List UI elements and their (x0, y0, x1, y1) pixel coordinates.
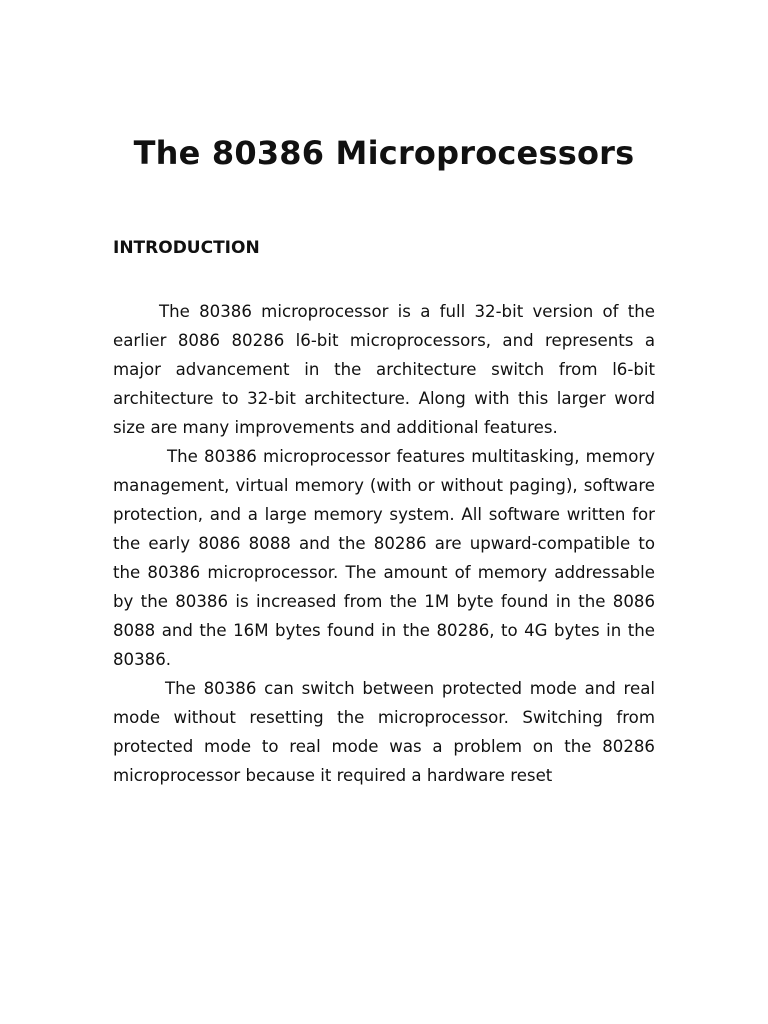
body-text (113, 297, 655, 790)
paragraph-2: The 80386 microprocessor features multitasking, memory management, virtual memory (with or without paging), software protection, and a large memory system. All software written for the early 8086 8088 and the 80286 are upward-compatible to the 80386 microprocessor. The amount of memory addressable by the 80386 is increased from the 1M byte found in the 8086 8088 and the 16M bytes found in the 80286, to 4G bytes in the 80386. (113, 447, 655, 669)
paragraph-1: The 80386 microprocessor is a full 32-bit version of the earlier 8086 80286 l6-bit microprocessors, and represents a major advancement in the architecture switch from l6-bit architecture to 32-bit architecture. Along with this larger word size are many improvements and additional features. (113, 302, 655, 437)
page-title: The 80386 Microprocessors (133, 134, 635, 172)
section-heading: INTRODUCTION (113, 238, 260, 258)
paragraph-3: The 80386 can switch between protected mode and real mode without resetting the microprocessor. Switching from protected mode to real mode was a problem on the 80286 microprocessor because it required a hardware reset (113, 679, 655, 785)
